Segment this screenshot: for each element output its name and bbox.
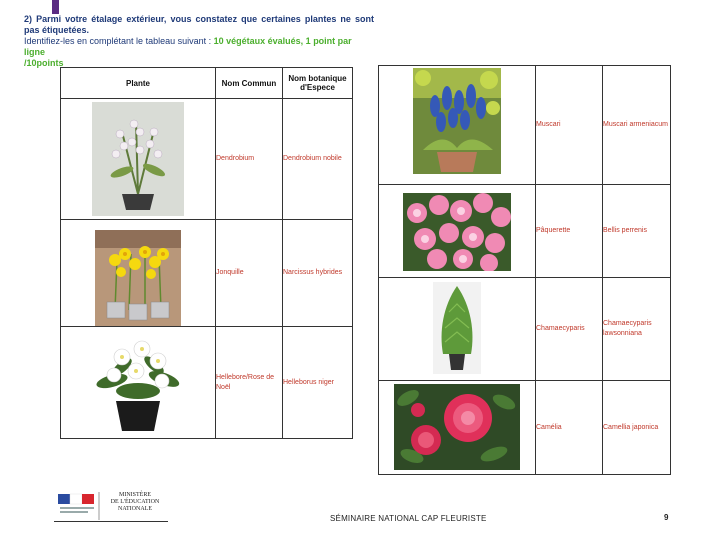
hellebore-image — [92, 331, 184, 435]
instruction-scoring: 10 végétaux évalués, 1 point par ligne — [24, 36, 352, 57]
header-plante: Plante — [61, 68, 216, 99]
dendrobium-orchid-image — [92, 102, 184, 216]
ministry-line-2: DE L'ÉDUCATION — [110, 499, 160, 505]
footer-title: SÉMINAIRE NATIONAL CAP FLEURISTE — [330, 514, 487, 523]
ministry-logo — [54, 489, 168, 522]
instruction-line-3 — [24, 36, 374, 58]
plant-image-cell — [61, 327, 216, 439]
plant-image-cell — [379, 381, 536, 475]
accent-bar — [52, 0, 59, 14]
botanical-name-cell: Dendrobium nobile — [283, 99, 353, 220]
plant-image-cell — [61, 99, 216, 220]
instruction-line-2: pas étiquetées. — [24, 25, 90, 35]
page-number: 9 — [664, 513, 669, 522]
chamaecyparis-conifer-image — [433, 282, 481, 374]
ministry-text — [104, 492, 166, 513]
common-name-cell: Dendrobium — [216, 99, 283, 220]
table-row — [379, 66, 671, 185]
botanical-name-cell: Camellia japonica — [603, 381, 671, 475]
muscari-image — [413, 68, 501, 174]
table-row — [379, 185, 671, 278]
jonquil-daffodil-image — [95, 230, 181, 326]
common-name-cell: Hellebore/Rose de Noël — [216, 327, 283, 439]
botanical-name-cell: Helleborus niger — [283, 327, 353, 439]
table-row — [379, 381, 671, 475]
ministry-line-1: MINISTÈRE — [119, 492, 151, 498]
instruction-prefix: Identifiez-les en complétant le tableau suivant : — [24, 36, 214, 46]
plant-table-right — [378, 65, 671, 475]
botanical-name-cell: Bellis perrenis — [603, 185, 671, 278]
botanical-name-cell: Chamaecyparis lawsonniana — [603, 278, 671, 381]
plant-image-cell — [379, 278, 536, 381]
daisy-bellis-image — [403, 193, 511, 271]
common-name-cell: Chamaecyparis — [536, 278, 603, 381]
table-row — [61, 220, 353, 327]
common-name-cell: Camélia — [536, 381, 603, 475]
table-row — [379, 278, 671, 381]
instruction-points: /10points — [24, 58, 64, 68]
table-header-row — [61, 68, 353, 99]
plant-image-cell — [61, 220, 216, 327]
header-nom-botanique: Nom botanique d'Espece — [283, 68, 353, 99]
common-name-cell: Muscari — [536, 66, 603, 185]
plant-table-left — [60, 67, 353, 439]
common-name-cell: Pâquerette — [536, 185, 603, 278]
instructions — [24, 14, 374, 69]
plant-image-cell — [379, 185, 536, 278]
camellia-image — [394, 384, 520, 470]
plant-image-cell — [379, 66, 536, 185]
ministry-line-3: NATIONALE — [118, 506, 152, 512]
common-name-cell: Jonquille — [216, 220, 283, 327]
header-nom-commun: Nom Commun — [216, 68, 283, 99]
instruction-line-1: 2) Parmi votre étalage extérieur, vous constatez que certaines plantes ne sont — [24, 14, 374, 24]
table-row — [61, 327, 353, 439]
table-row — [61, 99, 353, 220]
botanical-name-cell: Narcissus hybrides — [283, 220, 353, 327]
botanical-name-cell: Muscari armeniacum — [603, 66, 671, 185]
